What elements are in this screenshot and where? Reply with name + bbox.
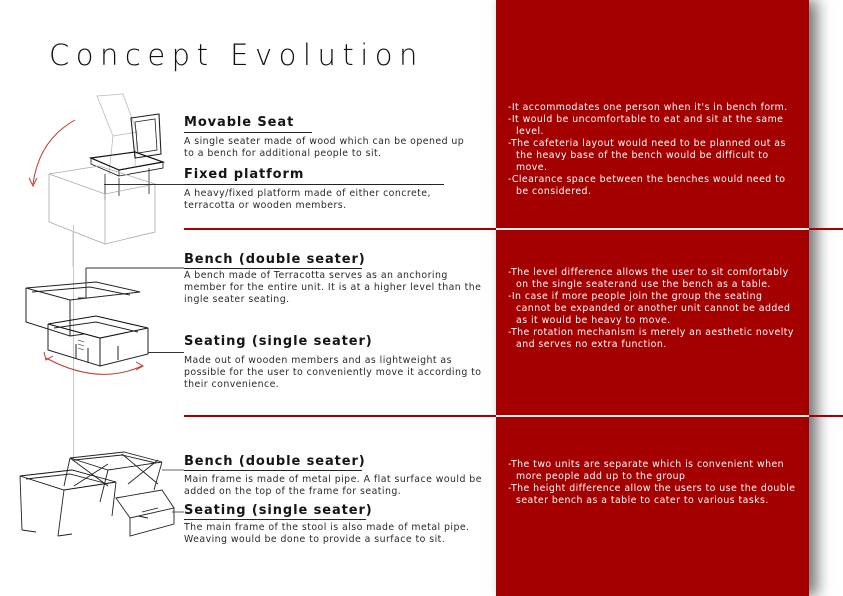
description-fixed-platform: A heavy/fixed platform made of either concrete, terracotta or wooden members. xyxy=(184,188,431,211)
description-seating-single-seater: Made out of wooden members and as lightweight as possible for the user to conveniently move it according to their convenience. xyxy=(184,355,482,390)
notes-list xyxy=(508,267,798,351)
description-movable-seat: A single seater made of wood which can be opened up to a bench for additional people to sit. xyxy=(184,136,465,159)
notes-list xyxy=(508,459,798,507)
heading-bench-double-seater: Bench (double seater) xyxy=(184,252,366,267)
description-bench-double-seater: Main frame is made of metal pipe. A flat surface would be added on the top of the frame for seating. xyxy=(184,474,482,497)
notes-list xyxy=(508,102,798,198)
section-divider xyxy=(809,415,843,417)
section-divider xyxy=(496,415,809,417)
heading-underline xyxy=(184,470,362,471)
note-item: -It accommodates one person when it's in bench form. xyxy=(508,102,788,113)
heading-underline xyxy=(184,132,312,133)
heading-fixed-platform: Fixed platform xyxy=(184,167,305,182)
section-divider xyxy=(184,415,496,417)
note-item: -The rotation mechanism is merely an aesthetic novelty and serves no extra function. xyxy=(508,327,794,350)
heading-bench-double-seater: Bench (double seater) xyxy=(184,454,366,469)
heading-seating-single-seater: Seating (single seater) xyxy=(184,503,373,518)
note-item: -In case if more people join the group the seating cannot be expanded or another unit cannot be added as it would be heavy to move. xyxy=(508,291,791,326)
note-item: -Clearance space between the benches would need to be considered. xyxy=(508,174,786,197)
section-divider xyxy=(184,228,496,230)
double-bench-sketch-icon xyxy=(18,262,186,384)
section-divider xyxy=(809,228,843,230)
metal-frame-bench-sketch-icon xyxy=(12,446,187,546)
heading-underline xyxy=(184,268,362,269)
description-bench-double-seater: A bench made of Terracotta serves as an anchoring member for the entire unit. It is at a higher level than the ingle seater seating. xyxy=(184,270,482,305)
description-seating-single-seater: The main frame of the stool is also made of metal pipe. Weaving would be done to provide a surface to sit. xyxy=(184,522,470,545)
heading-movable-seat: Movable Seat xyxy=(184,115,295,130)
heading-underline xyxy=(184,184,444,185)
note-item: -The level difference allows the user to sit comfortably on the single seaterand use the bench as a table. xyxy=(508,267,789,290)
note-item: -The cafeteria layout would need to be planned out as the heavy base of the bench would be difficult to move. xyxy=(508,138,786,173)
heading-seating-single-seater: Seating (single seater) xyxy=(184,334,373,349)
section-divider xyxy=(496,228,809,230)
movable-seat-sketch-icon xyxy=(25,92,185,267)
heading-underline xyxy=(184,519,366,520)
leader-line xyxy=(148,352,184,353)
note-item: -The two units are separate which is convenient when more people add up to the group xyxy=(508,459,785,482)
note-item: -The height difference allow the users to use the double seater bench as a table to cater to various tasks. xyxy=(508,483,796,506)
note-item: -It would be uncomfortable to eat and sit at the same level. xyxy=(508,114,784,137)
page-title: Concept Evolution xyxy=(49,38,424,72)
leader-line xyxy=(104,184,184,185)
